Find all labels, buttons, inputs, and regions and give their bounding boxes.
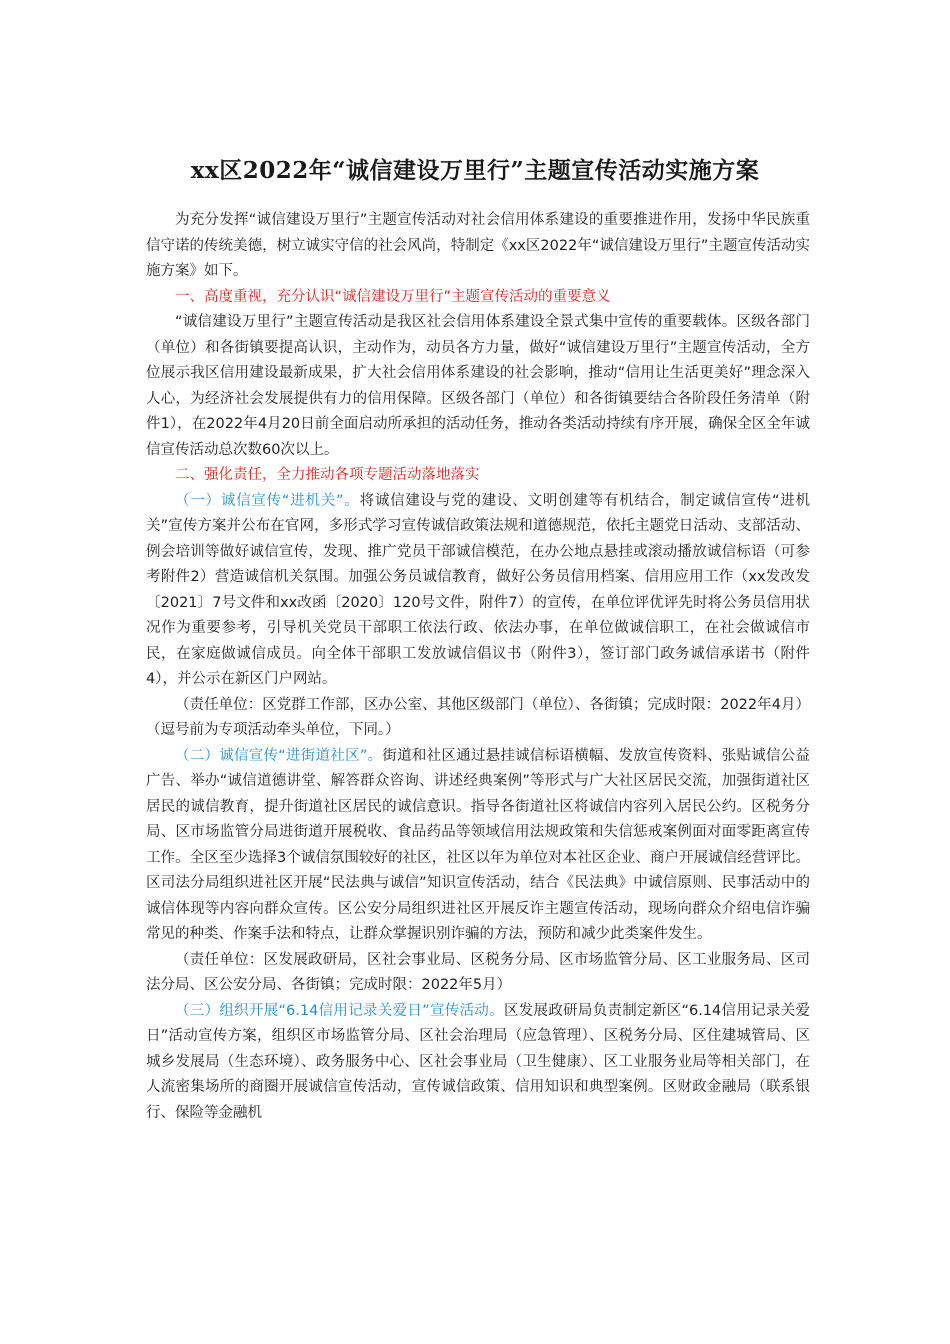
subsection-2-heading: （二）诚信宣传“进街道社区”。 [175, 747, 383, 764]
subsection-3-heading: （三）组织开展“6.14信用记录关爱日”宣传活动。 [175, 1002, 504, 1019]
section-1-heading: 一、高度重视，充分认识“诚信建设万里行”主题宣传活动的重要意义 [175, 288, 611, 305]
subsection-1-body: 将诚信建设与党的建设、文明创建等有机结合，制定诚信宣传“进机关”宣传方案并公布在官网，多形式学习宣传诚信政策法规和道德规范，依托主题党日活动、支部活动、例会培训等做好诚信宣传，发现、推广党员干部诚信模范，在办公地点悬挂或滚动播放诚信标语（可参考附件2）营造诚信机关氛围。加强公务员诚信教育，做好公务员信用档案、信用应用工作（xx发改发〔2021〕7号文件和xx改函〔2020〕120号文件，附件7）的宣传，在单位评优评先时将公务员信用状况作为重要参考，引导机关党员干部职工依法行政、依法办事，在单位做诚信职工，在社会做诚信市民，在家庭做诚信成员。向全体干部职工发放诚信倡议书（附件3），签订部门政务诚信承诺书（附件4），并公示在新区门户网站。 [146, 492, 810, 687]
subsection-2-paragraph [146, 744, 810, 948]
subsection-1-heading: （一）诚信宣传“进机关”。 [175, 492, 360, 509]
section-2-heading: 二、强化责任，全力推动各项专题活动落地落实 [175, 467, 480, 483]
subsection-3-paragraph [146, 999, 810, 1127]
document-title: xx区2022年“诚信建设万里行”主题宣传活动实施方案 [190, 157, 760, 184]
subsection-3-body: 区发展政研局负责制定新区“6.14信用记录关爱日”活动宣传方案，组织区市场监管分局、区社会治理局（应急管理）、区税务分局、区住建城管局、区城乡发展局（生态环境）、政务服务中心、区社会事业局（卫生健康）、区工业服务业局等相关部门，在人流密集场所的商圈开展诚信宣传活动，宣传诚信政策、信用知识和典型案例。区财政金融局（联系银行、保险等金融机 [146, 1002, 811, 1121]
document-body [146, 208, 810, 1126]
subsection-2-note: （责任单位：区发展政研局，区社会事业局、区税务分局、区市场监管分局、区工业服务局、区司法分局、区公安分局、各街镇；完成时限：2022年5月） [146, 951, 810, 993]
intro-paragraph: 为充分发挥“诚信建设万里行”主题宣传活动对社会信用体系建设的重要推进作用，发扬中华民族重信守诺的传统美德，树立诚实守信的社会风尚，特制定《xx区2022年“诚信建设万里行”主题宣传活动实施方案》如下。 [146, 212, 810, 279]
subsection-2-body: 街道和社区通过悬挂诚信标语横幅、发放宣传资料、张贴诚信公益广告、举办“诚信道德讲堂、解答群众咨询、讲述经典案例”等形式与广大社区居民交流，加强街道社区居民的诚信教育，提升街道社区居民的诚信意识。指导各街道社区将诚信内容列入居民公约。区税务分局、区市场监管分局进街道开展税收、食品药品等领域信用法规政策和失信惩戒案例面对面零距离宣传工作。全区至少选择3个诚信氛围较好的社区，社区以年为单位对本社区企业、商户开展诚信经营评比。区司法分局组织进社区开展“民法典与诚信”知识宣传活动，结合《民法典》中诚信原则、民事活动中的诚信体现等内容向群众宣传。区公安分局组织进社区开展反诈主题宣传活动，现场向群众介绍电信诈骗常见的种类、作案手法和特点，让群众掌握识别诈骗的方法，预防和减少此类案件发生。 [146, 747, 810, 942]
subsection-1-paragraph [146, 489, 810, 693]
section-1-paragraph: “诚信建设万里行”主题宣传活动是我区社会信用体系建设全景式集中宣传的重要载体。区级各部门（单位）和各街镇要提高认识，主动作为，动员各方力量，做好“诚信建设万里行”主题宣传活动，全方位展示我区信用建设最新成果，扩大社会信用体系建设的社会影响，推动“信用让生活更美好”理念深入人心，为经济社会发展提供有力的信用保障。区级各部门（单位）和各街镇要结合各阶段任务清单（附件1），在2022年4月20日前全面启动所承担的活动任务，推动各类活动持续有序开展，确保全区全年诚信宣传活动总次数60次以上。 [146, 314, 810, 458]
subsection-1-note: （责任单位：区党群工作部，区办公室、其他区级部门（单位）、各街镇；完成时限：2022年4月）（逗号前为专项活动牵头单位，下同。） [146, 696, 810, 738]
